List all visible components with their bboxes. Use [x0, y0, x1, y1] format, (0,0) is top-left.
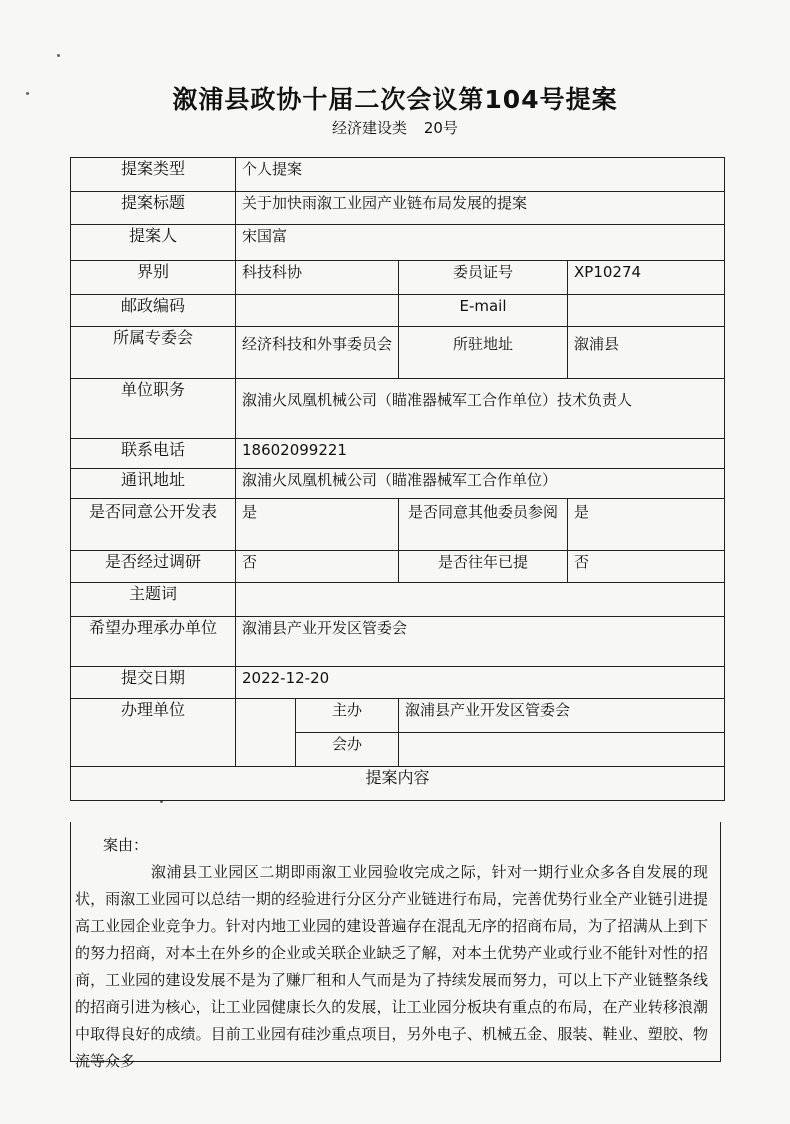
blank-cell [236, 699, 296, 733]
date-label: 提交日期 [71, 667, 236, 699]
row-phone [71, 439, 725, 469]
subject-label: 提案标题 [71, 192, 236, 225]
keyword-value [236, 583, 725, 617]
member-id-value: XP10274 [568, 261, 725, 295]
row-postal [71, 295, 725, 327]
postal-label: 邮政编码 [71, 295, 236, 327]
row-date [71, 667, 725, 699]
row-proposer [71, 225, 725, 261]
document-subtitle [0, 117, 790, 138]
proposal-form-table [70, 157, 725, 801]
blank-cell [236, 733, 296, 767]
email-label: E-mail [399, 295, 568, 327]
handler-wish-label: 希望办理承办单位 [71, 617, 236, 667]
sector-label: 界别 [71, 261, 236, 295]
keyword-label: 主题词 [71, 583, 236, 617]
co-label: 会办 [296, 733, 399, 767]
previous-value: 否 [568, 551, 725, 583]
subject-value: 关于加快雨溆工业园产业链布局发展的提案 [236, 192, 725, 225]
row-address [71, 469, 725, 499]
main-value: 溆浦县产业开发区管委会 [399, 699, 725, 733]
row-committee [71, 327, 725, 379]
row-content-header [71, 767, 725, 801]
address-value: 溆浦火凤凰机械公司（瞄准器械军工合作单位） [236, 469, 725, 499]
row-position [71, 379, 725, 439]
proposer-label: 提案人 [71, 225, 236, 261]
position-label: 单位职务 [71, 379, 236, 439]
case-label: 案由： [103, 836, 149, 854]
others-view-label: 是否同意其他委员参阅 [399, 499, 568, 551]
member-id-label: 委员证号 [399, 261, 568, 295]
scan-speck [57, 54, 60, 57]
handling-label: 办理单位 [71, 699, 236, 767]
proposer-value: 宋国富 [236, 225, 725, 261]
content-header: 提案内容 [71, 767, 725, 801]
proposal-content [70, 822, 721, 1070]
document-title: 溆浦县政协十届二次会议第104号提案 [172, 85, 618, 114]
postal-value [236, 295, 399, 327]
research-label: 是否经过调研 [71, 551, 236, 583]
row-sector [71, 261, 725, 295]
row-subject [71, 192, 725, 225]
email-value [568, 295, 725, 327]
main-label: 主办 [296, 699, 399, 733]
committee-label: 所属专委会 [71, 327, 236, 379]
public-value: 是 [236, 499, 399, 551]
row-handling-main [71, 699, 725, 733]
committee-value: 经济科技和外事委员会 [236, 327, 399, 379]
category-text: 经济建设类 [332, 119, 408, 137]
row-keyword [71, 583, 725, 617]
location-value: 溆浦县 [568, 327, 725, 379]
case-paragraph: 溆浦县工业园区二期即雨溆工业园验收完成之际，针对一期行业众多各自发展的现状，雨溆工业园可以总结一期的经验进行分区分产业链进行布局，完善优势行业全产业链引进提高工业园企业竞争力。针对内地工业园的建设普遍存在混乱无序的招商布局，为了招满从上到下的努力招商，对本土在外乡的企业或关联企业缺乏了解，对本土优势产业或行业不能针对性的招商，工业园的建设发展不是为了赚厂租和人气而是为了持续发展而努力，可以上下产业链整条线的招商引进为核心，让工业园健康长久的发展，让工业园分板块有重点的布局，在产业转移浪潮中取得良好的成绩。目前工业园有硅沙重点项目，另外电子、机械五金、服装、鞋业、塑胶、物流等众多 [75, 863, 708, 1070]
location-label: 所驻地址 [399, 327, 568, 379]
address-label: 通讯地址 [71, 469, 236, 499]
previous-label: 是否往年已提 [399, 551, 568, 583]
phone-value: 18602099221 [236, 439, 725, 469]
phone-label: 联系电话 [71, 439, 236, 469]
row-research [71, 551, 725, 583]
row-handler-wish [71, 617, 725, 667]
others-view-value: 是 [568, 499, 725, 551]
sector-value: 科技科协 [236, 261, 399, 295]
public-label: 是否同意公开发表 [71, 499, 236, 551]
row-type [71, 158, 725, 192]
type-label: 提案类型 [71, 158, 236, 192]
handler-wish-value: 溆浦县产业开发区管委会 [236, 617, 725, 667]
row-public [71, 499, 725, 551]
research-value: 否 [236, 551, 399, 583]
position-value: 溆浦火凤凰机械公司（瞄准器械军工合作单位）技术负责人 [236, 379, 725, 439]
co-value [399, 733, 725, 767]
number-text: 20号 [423, 119, 458, 137]
date-value: 2022-12-20 [236, 667, 725, 699]
type-value: 个人提案 [236, 158, 725, 192]
